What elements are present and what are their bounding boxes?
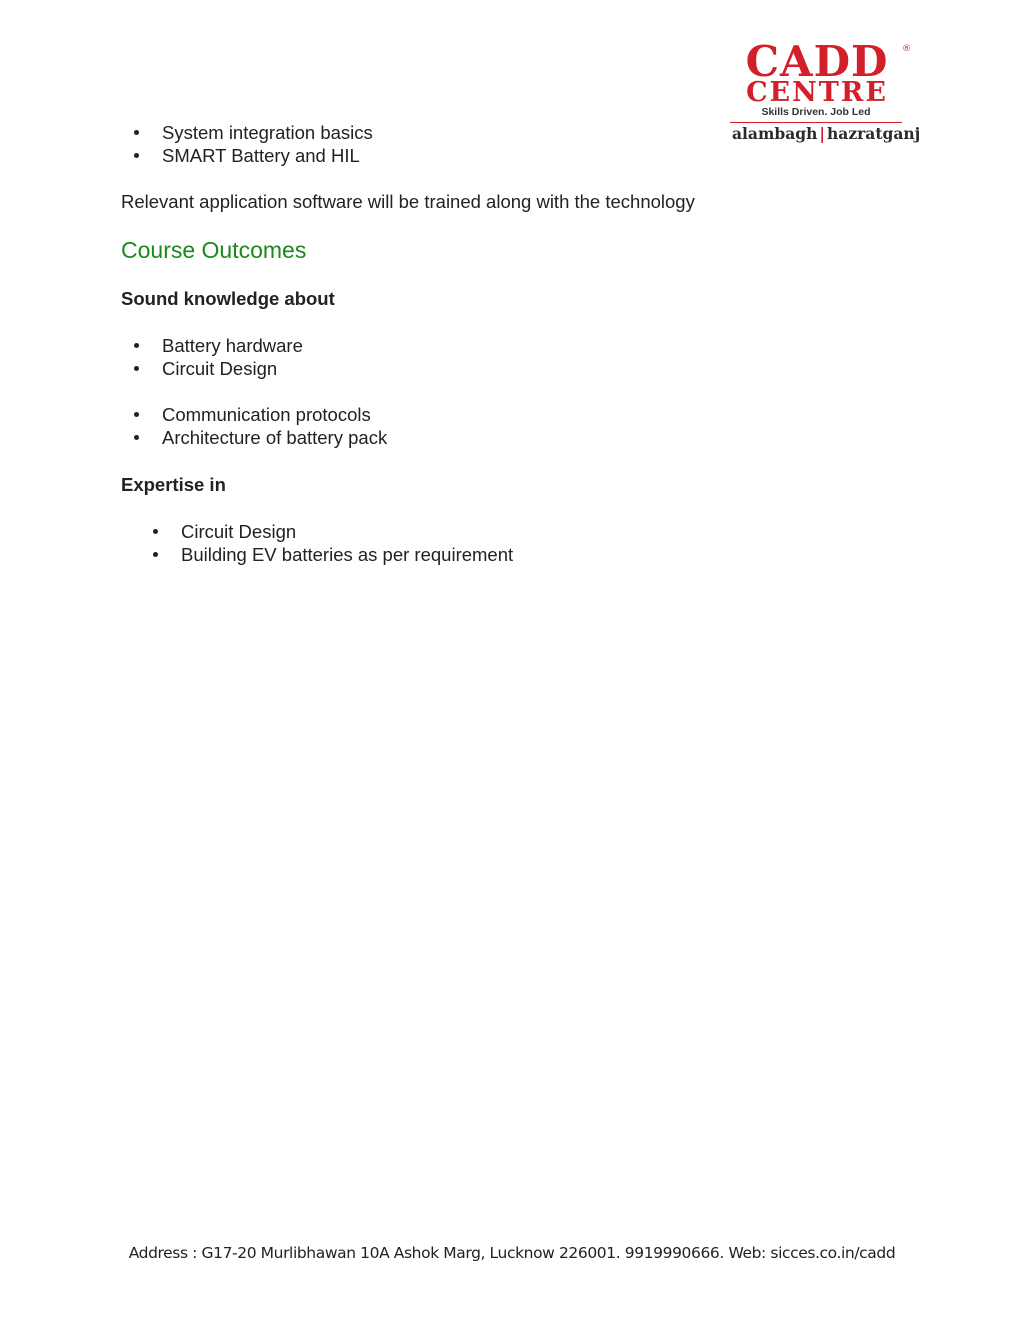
list-item-text: Circuit Design [162, 358, 278, 379]
list-item-text: System integration basics [162, 122, 373, 143]
bullet-icon [134, 130, 139, 135]
location-alambagh: alambagh [732, 124, 818, 143]
list-item-text: Circuit Design [181, 521, 297, 542]
logo-brand-line2: CENTRE [746, 77, 888, 108]
expertise-subheading: Expertise in [121, 474, 226, 495]
list-item [133, 334, 303, 357]
list-item [133, 121, 373, 144]
knowledge-list-2 [133, 403, 387, 449]
logo-divider [730, 122, 902, 123]
knowledge-subheading: Sound knowledge about [121, 288, 335, 309]
software-note: Relevant application software will be trained along with the technology [121, 191, 695, 212]
cadd-centre-logo [728, 37, 921, 146]
logo-tagline: Skills Driven. Job Led [761, 106, 871, 118]
bullet-icon [134, 412, 139, 417]
list-item-text: Building EV batteries as per requirement [181, 544, 514, 565]
bullet-icon [134, 435, 139, 440]
list-item-text: Communication protocols [162, 404, 371, 425]
list-item [152, 543, 513, 566]
bullet-icon [134, 343, 139, 348]
list-item [152, 520, 513, 543]
logo-brand-line1: CADD [745, 37, 889, 86]
list-item-text: Battery hardware [162, 335, 303, 356]
logo-locations [732, 124, 921, 143]
bullet-icon [134, 153, 139, 158]
list-item-text: SMART Battery and HIL [162, 145, 360, 166]
location-separator: | [819, 124, 826, 143]
bullet-icon [134, 366, 139, 371]
list-item-text: Architecture of battery pack [162, 427, 388, 448]
footer-address: Address : G17-20 Murlibhawan 10A Ashok Marg, Lucknow 226001. 9919990666. Web: sicces.co.in/cadd [128, 1244, 896, 1262]
list-item [133, 426, 387, 449]
registered-mark: ® [902, 44, 911, 54]
expertise-list [152, 520, 513, 566]
knowledge-list-1 [133, 334, 303, 380]
course-outcomes-heading: Course Outcomes [121, 237, 307, 263]
list-item [133, 403, 387, 426]
list-item [133, 357, 303, 380]
bullet-icon [153, 529, 158, 534]
location-hazratganj: hazratganj [827, 124, 921, 143]
top-bullet-list [133, 121, 373, 167]
bullet-icon [153, 552, 158, 557]
list-item [133, 144, 373, 167]
